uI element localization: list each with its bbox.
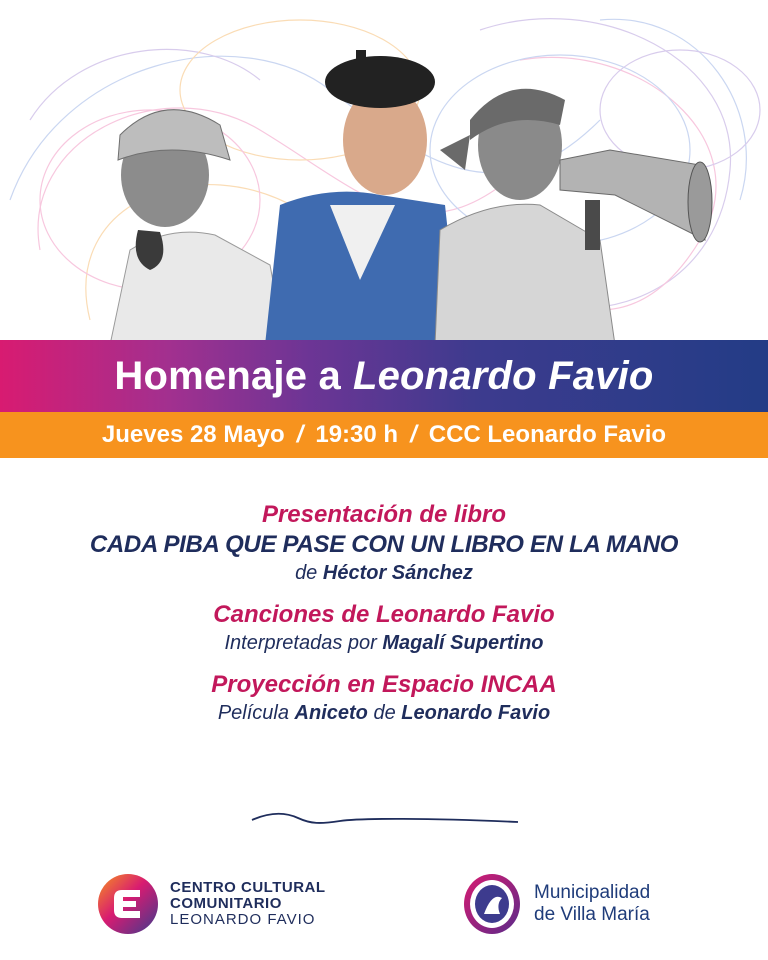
title-banner (0, 340, 768, 412)
portrait-left (110, 110, 285, 345)
title-prefix: Homenaje a (114, 353, 341, 398)
municipalidad-seal-icon (462, 872, 522, 936)
screening-film-line (0, 700, 768, 726)
program-item-songs (0, 600, 768, 656)
screening-heading: Proyección en Espacio INCAA (211, 671, 557, 698)
portrait-center (265, 50, 460, 345)
program-item-screening (0, 670, 768, 726)
program-item-book (0, 500, 768, 586)
songs-heading: Canciones de Leonardo Favio (213, 601, 555, 628)
centro-cultural-name (170, 880, 326, 928)
cc-line1: CENTRO CULTURAL (170, 879, 326, 896)
film-prefix: Película (217, 702, 289, 724)
portrait-collage (0, 0, 768, 345)
mun-line2: de Villa María (534, 904, 650, 925)
songs-performer: Magalí Supertino (382, 632, 544, 654)
film-title: Aniceto (294, 702, 368, 724)
event-date: Jueves 28 Mayo (101, 421, 285, 448)
book-title: CADA PIBA QUE PASE CON UN LIBRO EN LA MANO (89, 531, 679, 558)
title-name: Leonardo Favio (352, 353, 654, 398)
book-author-line (0, 560, 768, 586)
centro-cultural-logo-icon (96, 872, 160, 936)
event-time: 19:30 h (315, 421, 399, 448)
book-by-prefix: de (295, 562, 318, 584)
portrait-right (435, 89, 712, 345)
program (0, 500, 768, 740)
film-director: Leonardo Favio (401, 702, 551, 724)
separator: / (296, 421, 304, 448)
municipalidad-logo (462, 872, 650, 936)
songs-performer-line (0, 630, 768, 656)
cc-line2: COMUNITARIO (170, 895, 282, 912)
municipalidad-name (534, 882, 650, 926)
songs-by-prefix: Interpretadas por (224, 632, 377, 654)
cc-line3: LEONARDO FAVIO (170, 911, 316, 928)
centro-cultural-logo (96, 872, 326, 936)
event-venue: CCC Leonardo Favio (428, 421, 667, 448)
event-info-banner (0, 412, 768, 458)
book-author: Héctor Sánchez (322, 562, 473, 584)
divider (250, 810, 520, 830)
mun-line1: Municipalidad (534, 882, 651, 903)
book-heading: Presentación de libro (261, 501, 507, 528)
film-by-prefix: de (373, 702, 396, 724)
separator: / (410, 421, 417, 448)
